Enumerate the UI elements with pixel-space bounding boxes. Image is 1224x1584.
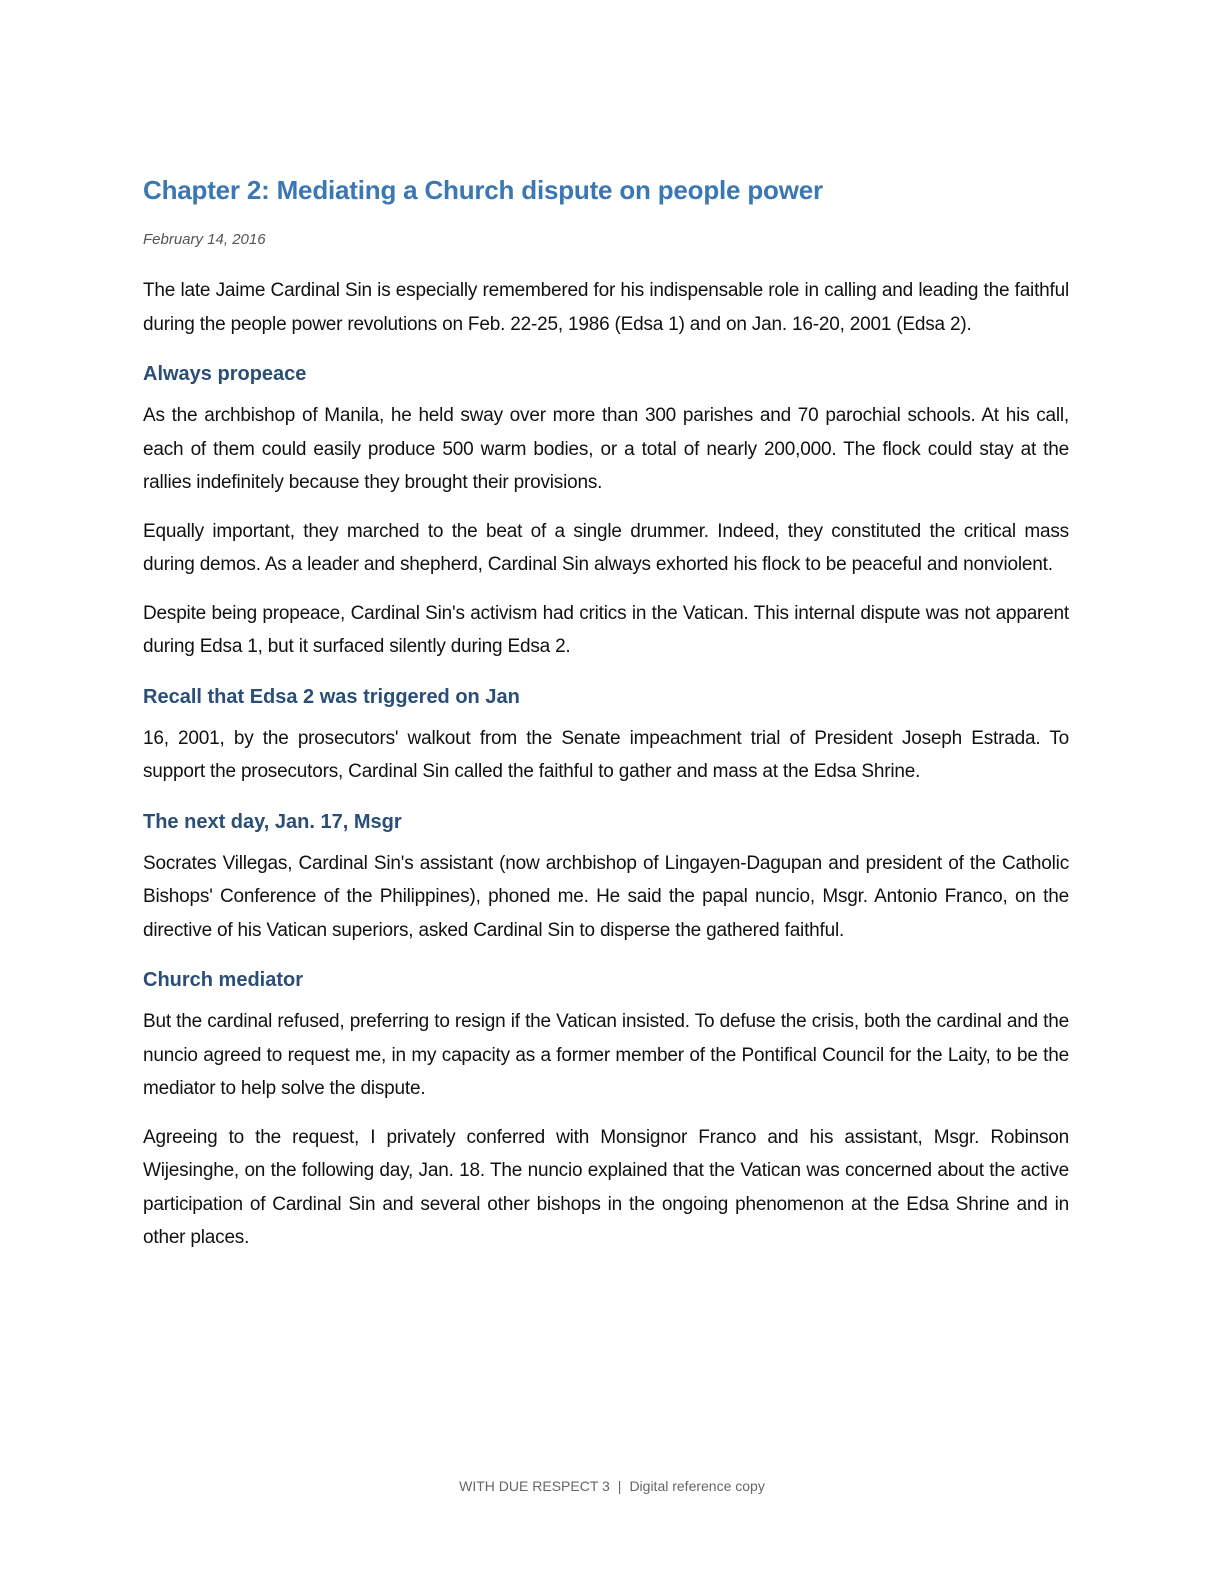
document-body [143,172,1069,1255]
publication-date: February 14, 2016 [143,231,266,248]
intro-paragraph: The late Jaime Cardinal Sin is especially remembered for his indispensable role in calling and leading the faithful during the people power revolutions on Feb. 22-25, 1986 (Edsa 1) and on Jan. 16-20, 2001 (Edsa 2). [143,280,1069,335]
footer-book-title: WITH DUE RESPECT 3 [459,1478,610,1494]
section-heading-next-day: The next day, Jan. 17, Msgr [143,810,402,833]
footer-separator: | [617,1478,622,1494]
section-heading-church-mediator: Church mediator [143,969,304,991]
chapter-title: Chapter 2: Mediating a Church dispute on people power [143,175,823,205]
body-paragraph: Equally important, they marched to the beat of a single drummer. Indeed, they constituted the critical mass during demos. As a leader and shepherd, Cardinal Sin always exhorted his flock to be peaceful and nonviolent. [143,520,1069,575]
page-footer [0,1478,1224,1494]
footer-copy-note: Digital reference copy [629,1478,765,1494]
section-heading-always-propeace: Always propeace [143,363,307,385]
body-paragraph: Socrates Villegas, Cardinal Sin's assistant (now archbishop of Lingayen-Dagupan and president of the Catholic Bishops' Conference of the Philippines), phoned me. He said the papal nuncio, Msgr. Antonio Franco, on the directive of his Vatican superiors, asked Cardinal Sin to disperse the gathered faithful. [143,852,1069,941]
body-paragraph: 16, 2001, by the prosecutors' walkout from the Senate impeachment trial of President Joseph Estrada. To support the prosecutors, Cardinal Sin called the faithful to gather and mass at the Edsa Shrine. [143,727,1069,782]
body-paragraph: Despite being propeace, Cardinal Sin's activism had critics in the Vatican. This internal dispute was not apparent during Edsa 1, but it surfaced silently during Edsa 2. [143,602,1069,657]
body-paragraph: Agreeing to the request, I privately conferred with Monsignor Franco and his assistant, Msgr. Robinson Wijesinghe, on the following day, Jan. 18. The nuncio explained that the Vatican was concerned about the active participation of Cardinal Sin and several other bishops in the ongoing phenomenon at the Edsa Shrine and in other places. [143,1126,1069,1248]
body-paragraph: As the archbishop of Manila, he held sway over more than 300 parishes and 70 parochial schools. At his call, each of them could easily produce 500 warm bodies, or a total of nearly 200,000. The flock could stay at the rallies indefinitely because they brought their provisions. [143,405,1069,493]
body-paragraph: But the cardinal refused, preferring to resign if the Vatican insisted. To defuse the crisis, both the cardinal and the nuncio agreed to request me, in my capacity as a former member of the Pontifical Council for the Laity, to be the mediator to help solve the dispute. [143,1011,1069,1099]
section-heading-recall-edsa-2: Recall that Edsa 2 was triggered on Jan [143,685,520,708]
